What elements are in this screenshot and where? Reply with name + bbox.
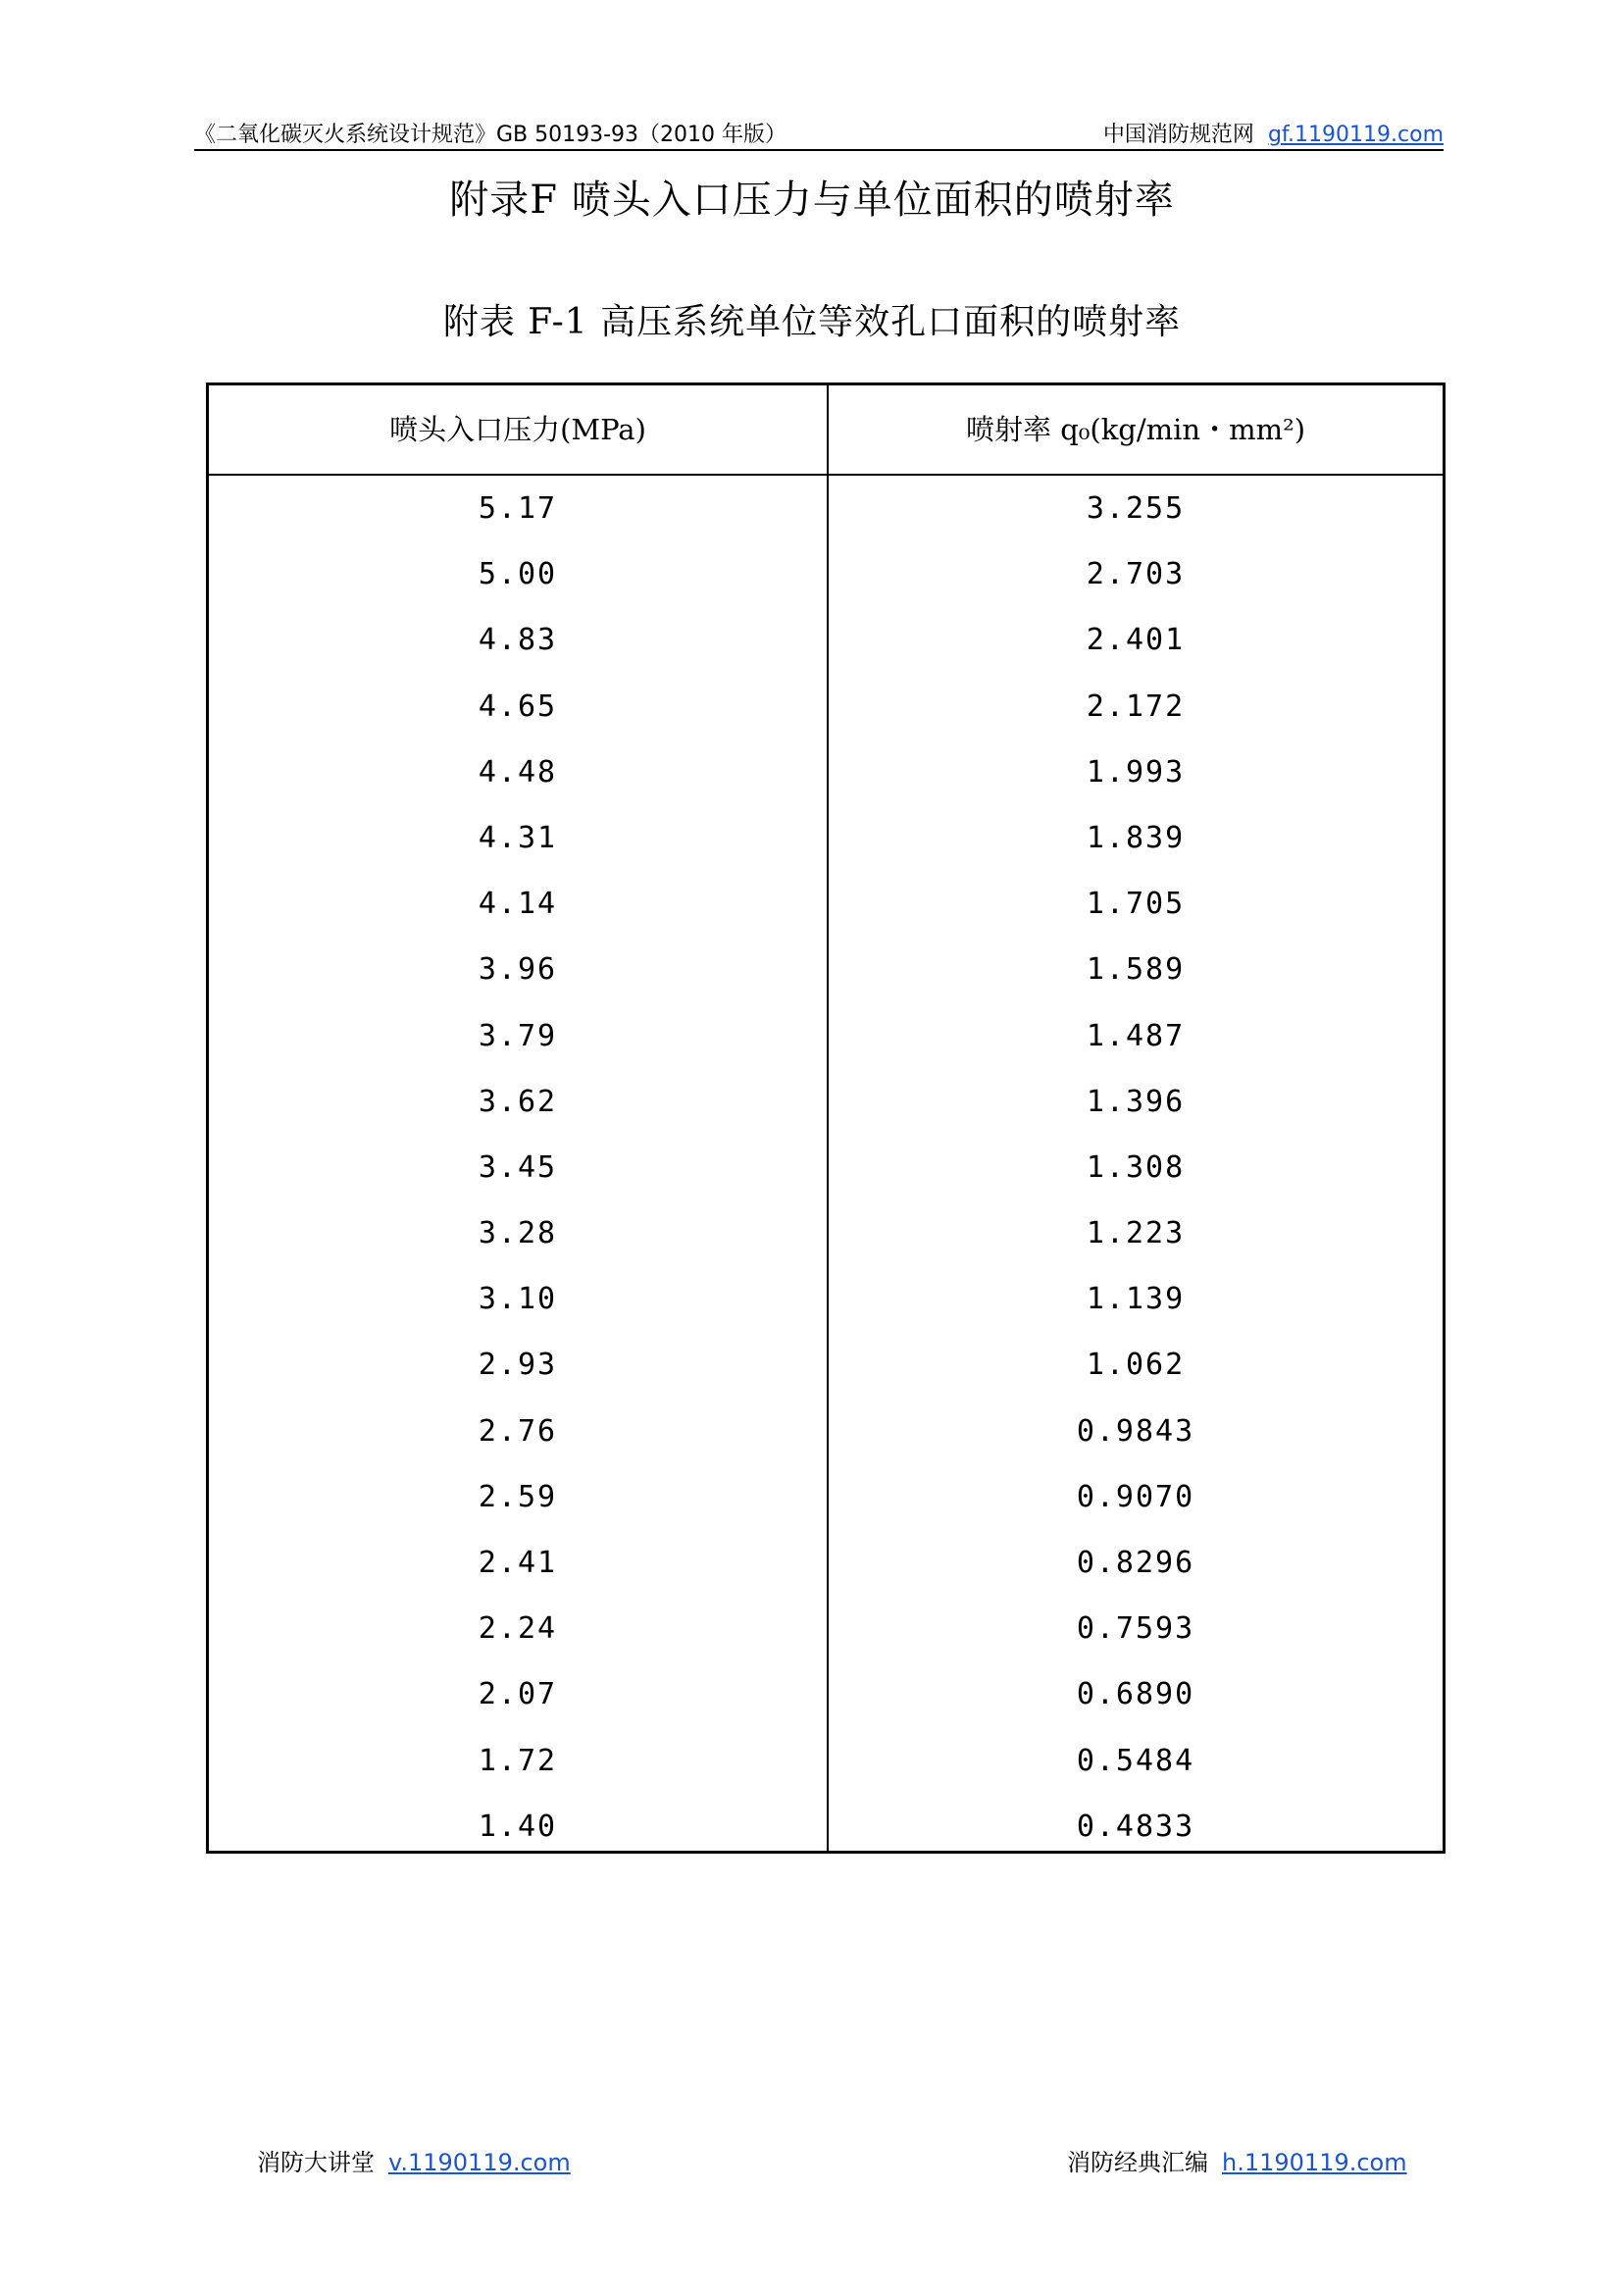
cell-pressure: 3.79 <box>478 1018 558 1053</box>
cell-discharge-rate: 2.703 <box>1086 557 1186 592</box>
cell-pressure: 3.28 <box>478 1216 558 1251</box>
cell-pressure: 2.24 <box>478 1611 558 1647</box>
column-header-discharge-rate: 喷射率 q₀(kg/min・mm²) <box>965 413 1306 446</box>
cell-pressure: 4.31 <box>478 820 558 855</box>
footer-left-label: 消防大讲堂 <box>257 2149 375 2176</box>
table-row <box>209 1399 1443 1464</box>
data-table <box>206 382 1446 1854</box>
table-row <box>209 1266 1443 1332</box>
table-row <box>209 1530 1443 1596</box>
cell-discharge-rate: 2.401 <box>1086 623 1186 658</box>
cell-pressure: 3.45 <box>478 1149 558 1185</box>
cell-pressure: 3.10 <box>478 1282 558 1317</box>
footer-right-label: 消防经典汇编 <box>1067 2149 1208 2176</box>
header-site-label: 中国消防规范网 <box>1102 123 1254 147</box>
cell-pressure: 2.07 <box>478 1677 558 1712</box>
cell-discharge-rate: 0.4833 <box>1076 1809 1195 1844</box>
cell-discharge-rate: 1.993 <box>1086 754 1186 790</box>
cell-discharge-rate: 1.839 <box>1086 820 1186 855</box>
cell-discharge-rate: 0.9843 <box>1076 1413 1195 1449</box>
cell-pressure: 1.40 <box>478 1809 558 1844</box>
cell-pressure: 2.93 <box>478 1348 558 1383</box>
cell-discharge-rate: 0.7593 <box>1076 1611 1195 1647</box>
cell-discharge-rate: 0.6890 <box>1076 1677 1195 1712</box>
header-document-title: 《二氧化碳灭火系统设计规范》GB 50193-93（2010 年版） <box>194 123 787 147</box>
cell-discharge-rate: 2.172 <box>1086 688 1186 724</box>
cell-discharge-rate: 3.255 <box>1086 491 1186 526</box>
table-row <box>209 871 1443 937</box>
table-row <box>209 1464 1443 1530</box>
footer-left-link[interactable]: v.1190119.com <box>388 2149 571 2176</box>
cell-discharge-rate: 0.9070 <box>1076 1479 1195 1514</box>
table-row <box>209 937 1443 1002</box>
cell-pressure: 2.59 <box>478 1479 558 1514</box>
cell-pressure: 4.83 <box>478 623 558 658</box>
cell-discharge-rate: 1.308 <box>1086 1149 1186 1185</box>
cell-pressure: 2.41 <box>478 1546 558 1580</box>
table-row <box>209 476 1443 541</box>
header-site-link[interactable]: gf.1190119.com <box>1267 123 1444 147</box>
cell-pressure: 4.65 <box>478 688 558 724</box>
cell-pressure: 4.48 <box>478 754 558 790</box>
cell-discharge-rate: 1.062 <box>1086 1348 1186 1383</box>
cell-discharge-rate: 1.139 <box>1086 1282 1186 1317</box>
cell-discharge-rate: 1.223 <box>1086 1216 1186 1251</box>
page-header <box>194 114 1444 151</box>
cell-pressure: 3.62 <box>478 1084 558 1119</box>
table-row <box>209 1728 1443 1794</box>
table-row <box>209 1596 1443 1661</box>
footer-right-link[interactable]: h.1190119.com <box>1222 2149 1407 2176</box>
footer-right <box>1067 2143 1407 2177</box>
cell-discharge-rate: 1.396 <box>1086 1084 1186 1119</box>
table-title: 附表 F-1 高压系统单位等效孔口面积的喷射率 <box>442 302 1182 342</box>
cell-pressure: 2.76 <box>478 1413 558 1449</box>
table-row <box>209 805 1443 871</box>
cell-pressure: 3.96 <box>478 952 558 988</box>
cell-discharge-rate: 1.705 <box>1086 887 1186 922</box>
cell-discharge-rate: 0.5484 <box>1076 1743 1195 1778</box>
table-body <box>209 476 1443 1860</box>
table-row <box>209 607 1443 673</box>
table-row <box>209 1069 1443 1135</box>
cell-pressure: 5.17 <box>478 491 558 526</box>
table-row <box>209 1135 1443 1200</box>
table-header <box>209 385 1443 476</box>
cell-discharge-rate: 0.8296 <box>1076 1546 1195 1580</box>
header-site <box>1103 118 1444 148</box>
cell-pressure: 1.72 <box>478 1743 558 1778</box>
table-row <box>209 674 1443 739</box>
table-row <box>209 541 1443 607</box>
cell-discharge-rate: 1.589 <box>1086 952 1186 988</box>
cell-pressure: 5.00 <box>478 557 558 592</box>
table-row <box>209 1003 1443 1069</box>
cell-pressure: 4.14 <box>478 887 558 922</box>
table-row <box>209 1794 1443 1860</box>
footer-left <box>257 2143 571 2177</box>
column-header-pressure: 喷头入口压力(MPa) <box>389 413 646 446</box>
appendix-title: 附录F 喷头入口压力与单位面积的喷射率 <box>449 178 1175 223</box>
table-row <box>209 1332 1443 1398</box>
cell-discharge-rate: 1.487 <box>1086 1018 1186 1053</box>
table-row <box>209 739 1443 805</box>
table-row <box>209 1661 1443 1727</box>
table-row <box>209 1200 1443 1266</box>
